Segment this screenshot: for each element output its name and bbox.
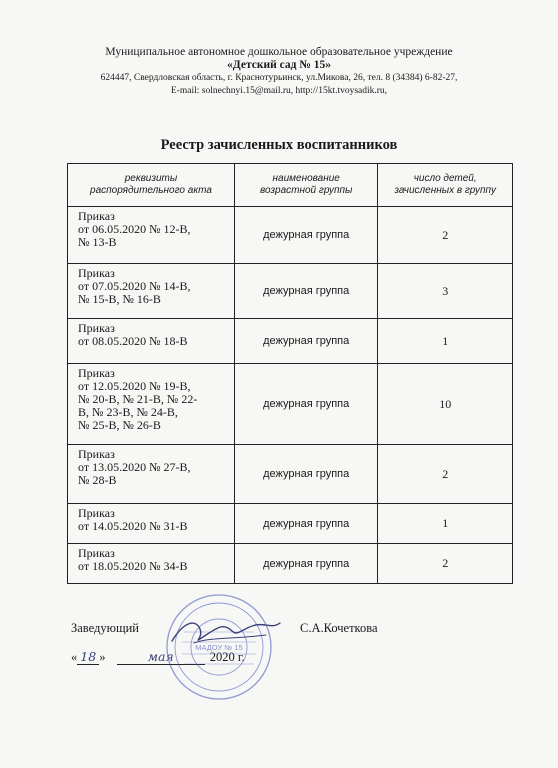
header-children-count: число детей, зачисленных в группу: [378, 164, 513, 207]
table-row: [68, 207, 513, 264]
count-cell: 2: [378, 445, 513, 504]
count-cell: 1: [378, 504, 513, 544]
group-cell: дежурная группа: [234, 264, 377, 319]
count-cell: 2: [378, 207, 513, 264]
letterhead: [0, 46, 558, 98]
table-row: [68, 264, 513, 319]
group-cell: дежурная группа: [234, 364, 377, 445]
table-header-row: [68, 164, 513, 207]
official-stamp: [164, 592, 274, 702]
table-row: [68, 544, 513, 584]
kindergarten-name: «Детский сад № 15»: [227, 59, 331, 71]
enrollment-registry-table: [67, 163, 513, 584]
group-cell: дежурная группа: [234, 544, 377, 584]
order-cell: Приказ от 13.05.2020 № 27-В, № 28-В: [68, 445, 235, 504]
date-month: мая: [117, 649, 205, 665]
group-cell: дежурная группа: [234, 445, 377, 504]
organization-address: 624447, Свердловская область, г. Краснотурьинск, ул.Микова, 26, тел. 8 (34384) 6-82-27,: [100, 73, 458, 83]
order-cell: Приказ от 06.05.2020 № 12-В, № 13-В: [68, 207, 235, 264]
header-group-name: наименование возрастной группы: [234, 164, 377, 207]
table-row: [68, 504, 513, 544]
group-cell: дежурная группа: [234, 207, 377, 264]
table-row: [68, 445, 513, 504]
date-day: 18: [77, 649, 99, 665]
date-year: 2020 г.: [209, 650, 245, 664]
signature-block: [71, 615, 511, 675]
group-cell: дежурная группа: [234, 504, 377, 544]
count-cell: 3: [378, 264, 513, 319]
count-cell: 2: [378, 544, 513, 584]
order-cell: Приказ от 08.05.2020 № 18-В: [68, 319, 235, 364]
table-row: [68, 364, 513, 445]
head-name: С.А.Кочеткова: [300, 621, 378, 635]
organization-name: Муниципальное автономное дошкольное образовательное учреждение: [105, 46, 453, 58]
stamp-center-text: МАДОУ № 15: [195, 643, 243, 652]
count-cell: 10: [378, 364, 513, 445]
signature-date: « 18 » мая 2020 г.: [71, 649, 245, 664]
order-cell: Приказ от 07.05.2020 № 14-В, № 15-В, № 16-В: [68, 264, 235, 319]
order-cell: Приказ от 18.05.2020 № 34-В: [68, 544, 235, 584]
table-row: [68, 319, 513, 364]
document-title: Реестр зачисленных воспитанников: [160, 137, 398, 153]
order-cell: Приказ от 12.05.2020 № 19-В, № 20-В, № 21-В, № 22- В, № 23-В, № 24-В, № 25-В, № 26-В: [68, 364, 235, 445]
header-order-details: реквизиты распорядительного акта: [68, 164, 235, 207]
head-position: Заведующий: [71, 621, 139, 635]
organization-contacts: E-mail: solnechnyi.15@mail.ru, http://15kt.tvoysadik.ru,: [170, 86, 388, 96]
group-cell: дежурная группа: [234, 319, 377, 364]
count-cell: 1: [378, 319, 513, 364]
order-cell: Приказ от 14.05.2020 № 31-В: [68, 504, 235, 544]
